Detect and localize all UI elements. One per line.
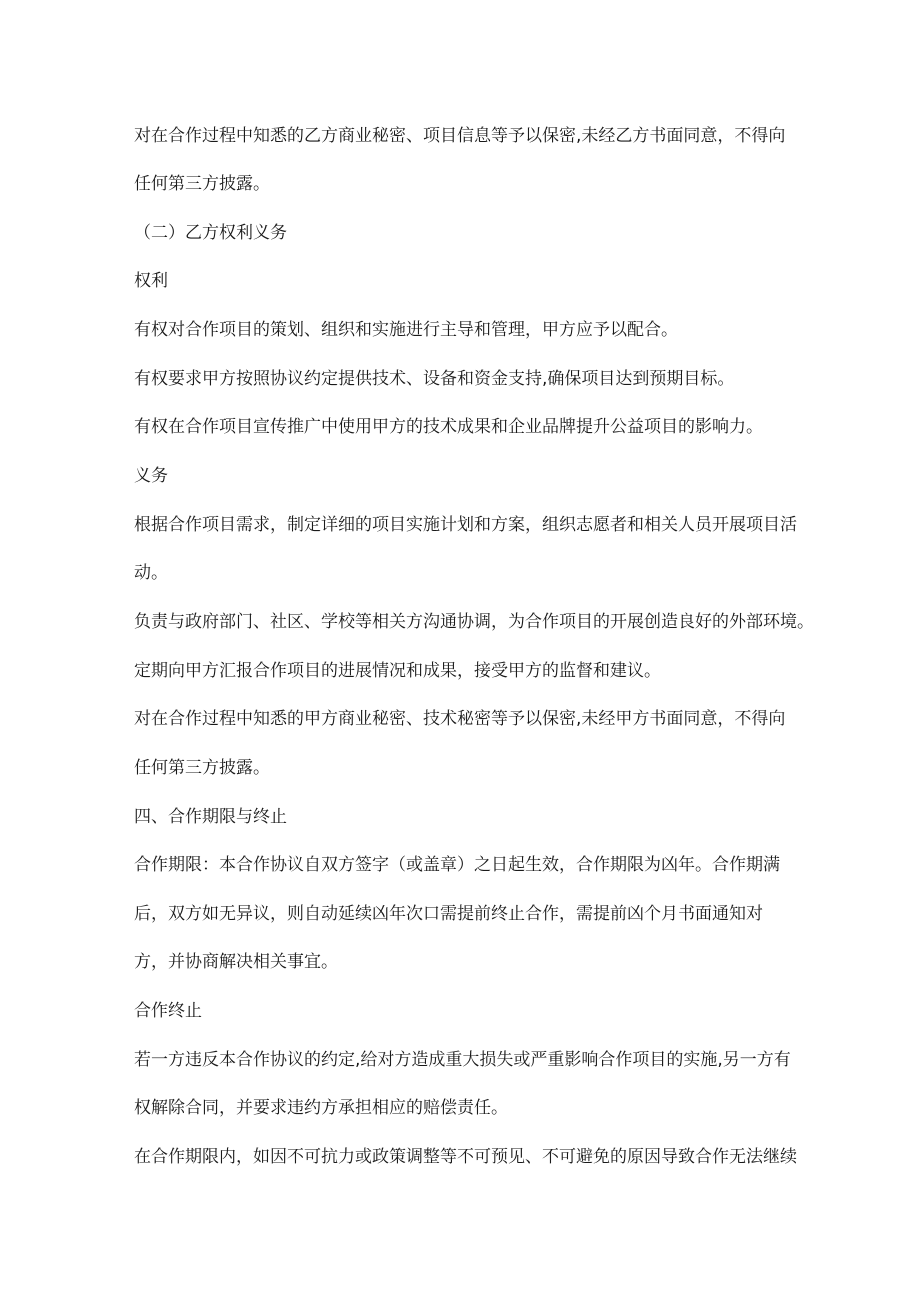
paragraph-line: 任何第三方披露。 bbox=[134, 174, 270, 194]
paragraph-line: 对在合作过程中知悉的甲方商业秘密、技术秘密等予以保密,未经甲方书面同意，不得向 bbox=[134, 709, 786, 729]
paragraph-line: 负责与政府部门、社区、学校等相关方沟通协调，为合作项目的开展创造良好的外部环境。 bbox=[134, 612, 814, 632]
subsection-heading: 义务 bbox=[134, 466, 168, 486]
paragraph-line: 若一方违反本合作协议的约定,给对方造成重大损失或严重影响合作项目的实施,另一方有 bbox=[134, 1050, 791, 1070]
paragraph-line: 权解除合同，并要求违约方承担相应的赔偿责任。 bbox=[134, 1098, 508, 1118]
paragraph-line: 动。 bbox=[134, 563, 168, 583]
paragraph-line: 有权在合作项目宣传推广中使用甲方的技术成果和企业品牌提升公益项目的影响力。 bbox=[134, 417, 763, 437]
paragraph-line: 方，并协商解决相关事宜。 bbox=[134, 952, 338, 972]
section-heading: 四、合作期限与终止 bbox=[134, 807, 287, 827]
paragraph-line: 对在合作过程中知悉的乙方商业秘密、项目信息等予以保密,未经乙方书面同意，不得向 bbox=[134, 126, 786, 146]
subsection-heading: 合作终止 bbox=[134, 1001, 202, 1021]
section-heading: （二）乙方权利义务 bbox=[134, 223, 287, 243]
paragraph-line: 定期向甲方汇报合作项目的进展情况和成果，接受甲方的监督和建议。 bbox=[134, 661, 661, 681]
paragraph-line: 有权对合作项目的策划、组织和实施进行主导和管理，甲方应予以配合。 bbox=[134, 320, 678, 340]
paragraph-line: 在合作期限内，如因不可抗力或政策调整等不可预见、不可避免的原因导致合作无法继续 bbox=[134, 1147, 797, 1167]
paragraph-line: 合作期限：本合作协议自双方签字（或盖章）之日起生效，合作期限为凶年。合作期满 bbox=[134, 855, 780, 875]
subsection-heading: 权利 bbox=[134, 271, 168, 291]
paragraph-line: 任何第三方披露。 bbox=[134, 758, 270, 778]
paragraph-line: 后，双方如无异议，则自动延续凶年次口需提前终止合作，需提前凶个月书面通知对 bbox=[134, 904, 763, 924]
paragraph-line: 有权要求甲方按照协议约定提供技术、设备和资金支持,确保项目达到预期目标。 bbox=[134, 369, 735, 389]
paragraph-line: 根据合作项目需求，制定详细的项目实施计划和方案，组织志愿者和相关人员开展项目活 bbox=[134, 515, 797, 535]
